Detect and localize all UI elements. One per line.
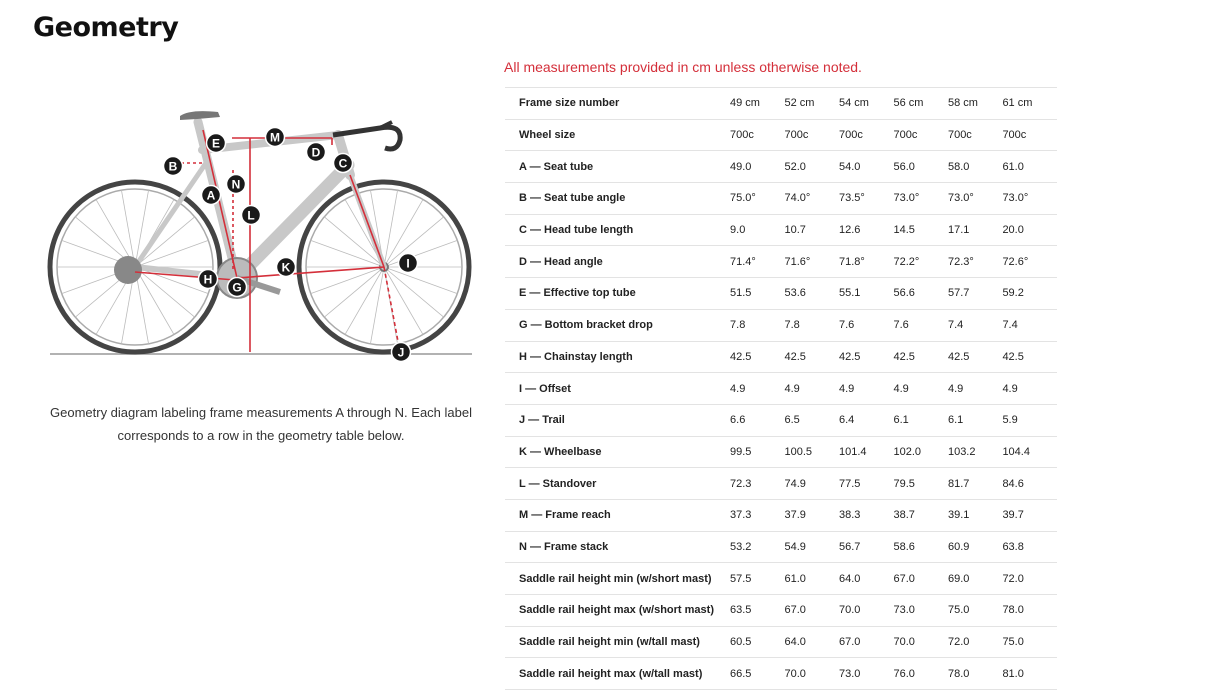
table-cell: 72.3° xyxy=(947,255,974,268)
table-cell: 73.0° xyxy=(1002,192,1029,205)
svg-text:C: C xyxy=(338,156,348,171)
table-row xyxy=(505,278,1057,310)
table-cell: 6.6 xyxy=(730,414,746,427)
svg-text:G: G xyxy=(232,280,242,295)
table-cell: 49 cm xyxy=(730,97,760,110)
table-cell: 6.4 xyxy=(838,414,855,427)
table-cell: 4.9 xyxy=(838,382,855,395)
table-cell: 73.0 xyxy=(838,667,861,680)
table-cell: 700c xyxy=(784,129,809,142)
table-cell: 71.6° xyxy=(784,255,811,268)
table-cell: 17.1 xyxy=(947,224,970,237)
table-cell: 69.0 xyxy=(947,572,970,585)
label-c-badge xyxy=(334,154,353,173)
table-row xyxy=(505,595,1057,627)
svg-text:J: J xyxy=(397,345,405,360)
svg-text:N: N xyxy=(231,177,241,192)
label-m-badge xyxy=(266,128,285,147)
svg-text:I: I xyxy=(406,256,410,271)
table-cell: 38.7 xyxy=(893,509,915,522)
table-cell: 700c xyxy=(730,129,754,142)
table-cell: 73.0° xyxy=(893,192,920,205)
table-row xyxy=(505,468,1057,500)
table-cell: 77.5 xyxy=(838,477,861,490)
table-cell: 64.0 xyxy=(784,636,806,649)
label-k-badge xyxy=(277,258,296,277)
table-cell: 54.9 xyxy=(784,540,806,553)
table-cell: 70.0 xyxy=(784,667,806,680)
table-cell: 37.9 xyxy=(784,509,806,522)
table-cell: 56.0 xyxy=(893,160,915,173)
label-a-badge xyxy=(202,186,221,205)
table-cell: 104.4 xyxy=(1002,445,1030,458)
table-cell: 75.0 xyxy=(947,604,970,617)
table-cell: 78.0 xyxy=(1002,604,1024,617)
table-cell: 4.9 xyxy=(730,382,746,395)
table-cell: 58 cm xyxy=(947,97,978,110)
table-cell: 70.0 xyxy=(838,604,861,617)
table-cell: 61.0 xyxy=(784,572,806,585)
row-label: Saddle rail height max (w/tall mast) xyxy=(519,667,703,680)
table-cell: 59.2 xyxy=(1002,287,1024,300)
table-row xyxy=(505,309,1057,341)
row-label: Saddle rail height min (w/tall mast) xyxy=(519,636,700,649)
row-label: Frame size number xyxy=(519,97,620,110)
table-cell: 37.3 xyxy=(730,509,752,522)
svg-text:E: E xyxy=(211,136,221,151)
label-i-badge xyxy=(399,254,418,273)
table-cell: 52.0 xyxy=(784,160,806,173)
table-row xyxy=(505,373,1057,405)
row-label: A — Seat tube xyxy=(519,160,594,173)
table-cell: 54.0 xyxy=(838,160,861,173)
table-cell: 14.5 xyxy=(893,224,915,237)
label-h-badge xyxy=(199,270,218,289)
table-cell: 71.8° xyxy=(838,255,865,268)
table-cell: 73.5° xyxy=(838,192,865,205)
table-cell: 4.9 xyxy=(893,382,909,395)
table-cell: 42.5 xyxy=(947,350,970,363)
table-cell: 75.0° xyxy=(730,192,756,205)
table-cell: 6.1 xyxy=(893,414,909,427)
table-row xyxy=(505,341,1057,373)
row-label: C — Head tube length xyxy=(519,224,634,237)
table-row xyxy=(505,119,1057,151)
table-cell: 52 cm xyxy=(784,97,815,110)
table-cell: 103.2 xyxy=(947,445,976,458)
page-title: Geometry xyxy=(33,12,179,43)
table-cell: 61 cm xyxy=(1002,97,1033,110)
table-cell: 73.0° xyxy=(947,192,974,205)
table-row xyxy=(505,531,1057,563)
row-label: Saddle rail height min (w/short mast) xyxy=(519,572,712,585)
table-cell: 72.2° xyxy=(893,255,920,268)
table-cell: 12.6 xyxy=(838,224,861,237)
bike-frame xyxy=(135,122,384,278)
table-cell: 51.5 xyxy=(730,287,752,300)
row-label: Saddle rail height max (w/short mast) xyxy=(519,604,714,617)
table-row xyxy=(505,626,1057,658)
table-cell: 7.8 xyxy=(730,319,746,332)
svg-text:A: A xyxy=(206,188,216,203)
geometry-table xyxy=(505,87,1057,690)
table-cell: 70.0 xyxy=(893,636,915,649)
bike-geometry-diagram xyxy=(40,100,480,370)
table-row xyxy=(505,658,1057,690)
table-cell: 75.0 xyxy=(1002,636,1024,649)
table-cell: 71.4° xyxy=(730,255,756,268)
row-label: E — Effective top tube xyxy=(519,287,636,300)
table-row xyxy=(505,183,1057,215)
table-cell: 78.0 xyxy=(947,667,970,680)
table-cell: 6.5 xyxy=(784,414,800,427)
svg-text:K: K xyxy=(281,260,291,275)
row-label: L — Standover xyxy=(519,477,597,490)
table-cell: 700c xyxy=(838,129,863,142)
table-cell: 81.0 xyxy=(1002,667,1024,680)
table-cell: 102.0 xyxy=(893,445,921,458)
table-cell: 53.6 xyxy=(784,287,806,300)
svg-text:D: D xyxy=(311,145,321,160)
table-cell: 76.0 xyxy=(893,667,915,680)
table-cell: 64.0 xyxy=(838,572,861,585)
table-cell: 74.0° xyxy=(784,192,811,205)
svg-text:L: L xyxy=(247,208,255,223)
table-cell: 58.6 xyxy=(893,540,915,553)
table-row xyxy=(505,151,1057,183)
table-cell: 7.4 xyxy=(947,319,964,332)
table-cell: 56 cm xyxy=(893,97,924,110)
table-cell: 61.0 xyxy=(1002,160,1024,173)
row-label: B — Seat tube angle xyxy=(519,192,626,205)
table-cell: 60.9 xyxy=(947,540,970,553)
table-cell: 101.4 xyxy=(838,445,867,458)
row-label: H — Chainstay length xyxy=(519,350,633,363)
label-g-badge xyxy=(228,278,247,297)
table-cell: 10.7 xyxy=(784,224,806,237)
table-cell: 39.1 xyxy=(947,509,970,522)
table-cell: 58.0 xyxy=(947,160,970,173)
table-cell: 6.1 xyxy=(947,414,964,427)
table-cell: 81.7 xyxy=(947,477,970,490)
table-cell: 49.0 xyxy=(730,160,752,173)
svg-text:M: M xyxy=(270,130,280,145)
table-cell: 700c xyxy=(947,129,972,142)
table-cell: 100.5 xyxy=(784,445,813,458)
table-cell: 67.0 xyxy=(784,604,806,617)
table-cell: 4.9 xyxy=(1002,382,1018,395)
table-cell: 63.5 xyxy=(730,604,752,617)
table-row xyxy=(505,563,1057,595)
table-row xyxy=(505,404,1057,436)
table-cell: 73.0 xyxy=(893,604,915,617)
row-label: M — Frame reach xyxy=(519,509,611,522)
table-cell: 4.9 xyxy=(784,382,800,395)
svg-text:H: H xyxy=(203,272,213,287)
table-cell: 84.6 xyxy=(1002,477,1024,490)
label-b-badge xyxy=(164,157,183,176)
table-cell: 57.7 xyxy=(947,287,970,300)
table-cell: 67.0 xyxy=(893,572,915,585)
table-row xyxy=(505,436,1057,468)
diagram-caption: Geometry diagram labeling frame measurements A through N. Each label corresponds to a row in the geometry table below. xyxy=(50,405,472,443)
table-cell: 700c xyxy=(1002,129,1027,142)
table-row xyxy=(505,246,1057,278)
table-cell: 72.0 xyxy=(947,636,970,649)
row-label: G — Bottom bracket drop xyxy=(519,319,653,332)
row-label: K — Wheelbase xyxy=(519,445,602,458)
table-cell: 66.5 xyxy=(730,667,752,680)
table-cell: 67.0 xyxy=(838,636,861,649)
table-cell: 42.5 xyxy=(838,350,861,363)
row-label: D — Head angle xyxy=(519,255,603,268)
table-cell: 60.5 xyxy=(730,636,752,649)
measurement-note: All measurements provided in cm unless otherwise noted. xyxy=(504,59,862,75)
table-cell: 99.5 xyxy=(730,445,752,458)
table-cell: 55.1 xyxy=(838,287,861,300)
table-cell: 72.3 xyxy=(730,477,752,490)
table-cell: 42.5 xyxy=(893,350,915,363)
table-cell: 63.8 xyxy=(1002,540,1024,553)
table-cell: 700c xyxy=(893,129,918,142)
table-cell: 79.5 xyxy=(893,477,915,490)
table-cell: 74.9 xyxy=(784,477,806,490)
table-cell: 7.6 xyxy=(838,319,855,332)
table-cell: 5.9 xyxy=(1002,414,1018,427)
table-row xyxy=(505,88,1057,120)
table-cell: 56.7 xyxy=(838,540,861,553)
table-cell: 9.0 xyxy=(730,224,746,237)
saddle-icon xyxy=(180,111,220,120)
table-cell: 72.6° xyxy=(1002,255,1029,268)
table-cell: 20.0 xyxy=(1002,224,1024,237)
table-cell: 53.2 xyxy=(730,540,752,553)
row-label: I — Offset xyxy=(519,382,571,395)
table-cell: 72.0 xyxy=(1002,572,1024,585)
label-j-badge xyxy=(392,343,411,362)
table-cell: 56.6 xyxy=(893,287,915,300)
table-row xyxy=(505,499,1057,531)
row-label: J — Trail xyxy=(519,414,565,427)
table-cell: 4.9 xyxy=(947,382,964,395)
table-cell: 7.8 xyxy=(784,319,800,332)
table-cell: 7.4 xyxy=(1002,319,1018,332)
table-cell: 7.6 xyxy=(893,319,909,332)
label-e-badge xyxy=(207,134,226,153)
table-cell: 54 cm xyxy=(838,97,869,110)
label-d-badge xyxy=(307,143,326,162)
table-cell: 42.5 xyxy=(730,350,752,363)
table-cell: 38.3 xyxy=(838,509,861,522)
label-n-badge xyxy=(227,175,246,194)
table-cell: 42.5 xyxy=(784,350,806,363)
label-l-badge xyxy=(242,206,261,225)
table-cell: 39.7 xyxy=(1002,509,1024,522)
table-cell: 57.5 xyxy=(730,572,752,585)
row-label: N — Frame stack xyxy=(519,540,609,553)
row-label: Wheel size xyxy=(519,129,576,142)
svg-text:B: B xyxy=(168,159,178,174)
table-row xyxy=(505,214,1057,246)
table-cell: 42.5 xyxy=(1002,350,1024,363)
